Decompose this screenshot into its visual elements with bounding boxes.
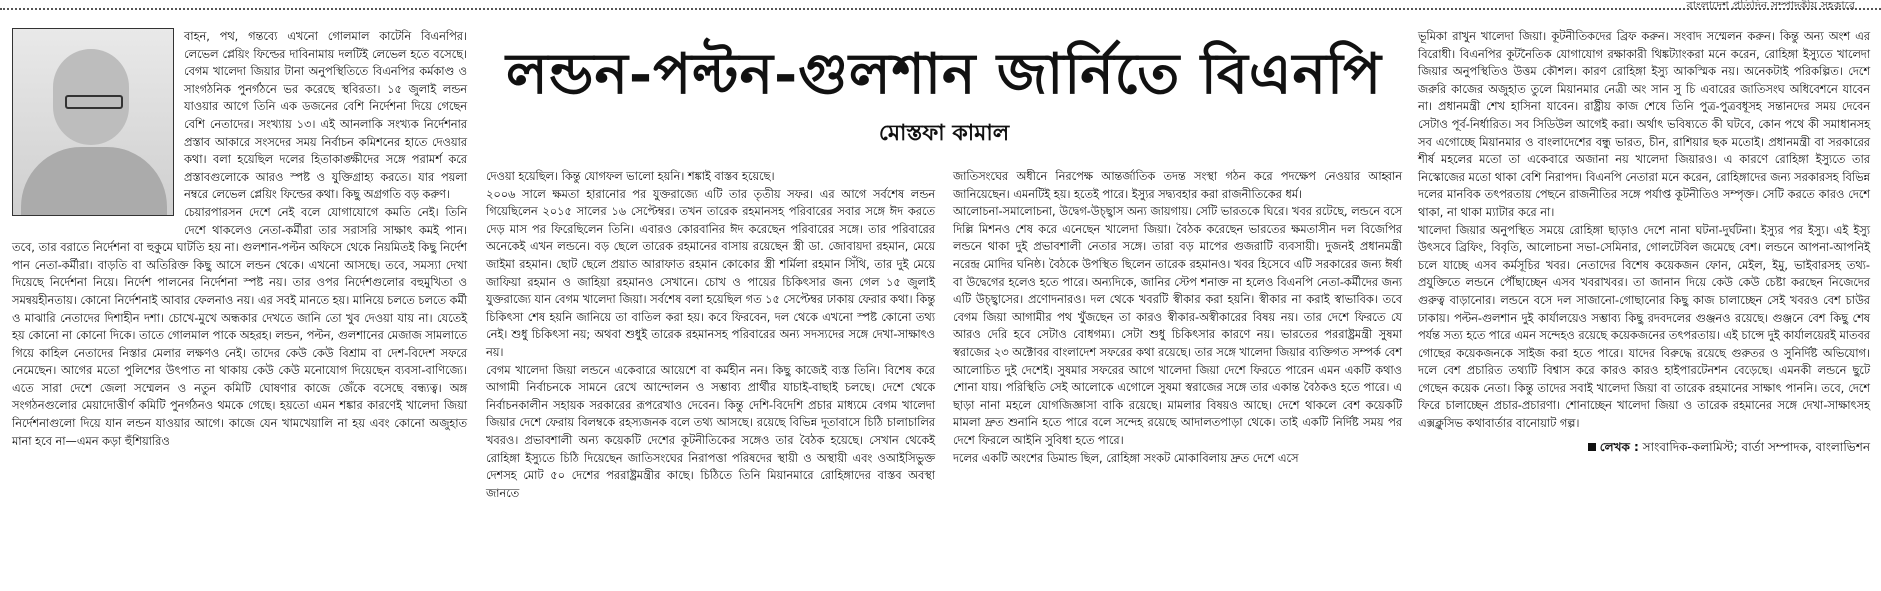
paragraph: খালেদা জিয়ার অনুপস্থিত সময়ে রোহিঙ্গা ছাড়াও দেশে নানা ঘটনা-দুর্ঘটনা। ইস্যুর পর ইস্যু। এই ইস্যু উৎসবে ব্রিফিং, বিবৃতি, আলোচনা সভা-সেমিনার, গোলটেবিল জমেছে বেশ। লন্ডনে আপনা-আপনিই চলে যাচ্ছে এসব কর্মসূচির খবর। নেতাদের বিশেষ কয়েকজন ফোন, মেইল, ইমু, ভাইবারসহ তথ্য-প্রযুক্তিতে লন্ডনে পৌঁছাচ্ছেন এসব খবরাখবর। তা জানান দিয়ে কেউ কেউ চেষ্টা করছেন নিজেদের গুরুত্ব বাড়ানোর। লন্ডনে বসে দল সাজানো-গোছানোর কিছু কাজ চালাচ্ছেন সেই খবরও বেশ চাউর ঢাকায়। পল্টন-গুলশান দুই কার্যালয়েও সম্ভাব্য কিছু রদবদলের গুঞ্জনও রয়েছে। গুঞ্জনে বেশ কিছু শেষ পর্যন্ত সত্য হতে পারে এমন সন্দেহও রয়েছে কয়েকজনের তৎপরতায়। এই চান্সে দুই কার্যালয়েরই মাতবর গোছের কয়েকজনকে সাইজ করা হতে পারে। যাদের বিরুদ্ধে রয়েছে গুরুতর ও সুনির্দিষ্ট অভিযোগ। দলে বেশ প্রচারিত তথ্যটি বিশ্বাস করে কারও কারও হাইপারটেনশন বেড়েছে। এমনকী লন্ডনে ছুটে গেছেন কয়েক নেতা। কিন্তু তাদের সবাই খালেদা জিয়া বা তারেক রহমানের সাক্ষাৎ পাননি। তবে, দেশে ফিরে চালাচ্ছেন প্রচার-প্রচারণা। শোনাচ্ছেন খালেদা জিয়া ও তারেক রহমানের সঙ্গে দেখা-সাক্ষাৎসহ এক্সক্লুসিভ কথাবার্তার বানোয়াট গল্প। [1418,223,1870,431]
author-photo [12,28,174,216]
paragraph: দলের একটি অংশের ডিমান্ড ছিল, রোহিঙ্গা সংকট মোকাবিলায় দ্রুত দেশে এসে [953,451,1299,465]
author-label: লেখক : [1599,439,1639,454]
author-description: সাংবাদিক-কলামিস্ট; বার্তা সম্পাদক, বাংলাভিশন [1642,439,1870,454]
author-note [1418,439,1870,457]
column-right [1418,28,1870,456]
paragraph: বাহন, পথ, গন্তব্যে এখনো গোলমাল কাটেনি বিএনপির। লেভেল প্লেয়িং ফিল্ডের দাবিনামায় দলটিই লেভেল হতে বসেছে। বেগম খালেদা জিয়ার টানা অনুপস্থিতিতে বিএনপির কর্মকাণ্ড ও সাংগঠনিক পুনর্গঠনে ভর করেছে স্থবিরতা। ১৫ জুলাই লন্ডন যাওয়ার আগে তিনি এক ডজনের বেশি নির্দেশনা দিয়ে গেছেন বেশি নেতাদের। সংখ্যায় ১৩। এই আনলাকি সংখ্যক নির্দেশনার প্রস্তাব আকারে সংসদের সময় নির্বাচন কমিশনের হাতে দেওয়ার কথা। বলা হয়েছিল দলের হিতাকাঙ্ক্ষীদের সঙ্গে পরামর্শ করে প্রস্তাবগুলোকে আরও স্পষ্ট ও যুক্তিগ্রাহ্য করতে। যার পয়লা নম্বরে লেভেল প্লেয়িং ফিল্ডের কথা। কিছু অগ্রগতি বড় করুণ। [184,30,467,202]
headline: লন্ডন-পল্টন-গুলশান জার্নিতে বিএনপি [506,41,1382,107]
paragraph: জাতিসংঘের অধীনে নিরপেক্ষ আন্তর্জাতিক তদন্ত সংস্থা গঠন করে পদক্ষেপ নেওয়ার আহ্বান জানিয়েছেন। এমনটিই হয়। হতেই পারে। ইস্যুর সদ্ব্যবহার করা রাজনীতিকের ধর্ম। [953,170,1402,201]
column-left [12,28,467,450]
subcolumn-a [486,168,935,502]
paragraph: বেগম খালেদা জিয়া লন্ডনে একেবারে আয়েশে বা কর্মহীন নন। কিছু কাজেই ব্যস্ত তিনি। বিশেষ করে আগামী নির্বাচনকে সামনে রেখে আন্দোলন ও সম্ভাব্য প্রার্থীর যাচাই-বাছাই চলছে। দেশে থেকে নির্বাচনকালীন সহায়ক সরকারের রূপরেখাও দেবেন। কিন্তু দেশি-বিদেশি প্রচার মাধ্যমে বেগম খালেদা জিয়ার দেশে ফেরায় বিলম্বকে রহস্যজনক বলে তথ্য আসছে। রয়েছে বিভিন্ন দূতাবাসে চিঠি চালাচালির খবরও। প্রভাবশালী অন্য কয়েকটি দেশের কূটনীতিকের সঙ্গেও তার বৈঠক হয়েছে। সেখান থেকেই রোহিঙ্গা ইস্যুতে চিঠি দিয়েছেন জাতিসংঘের নিরাপত্তা পরিষদের স্থায়ী ও অস্থায়ী এবং ওআইসিভুক্ত দেশসহ মোট ৫০ দেশের পররাষ্ট্রমন্ত্রীর কাছে। চিঠিতে তিনি মিয়ানমারে রোহিঙ্গাদের বাস্তব অবস্থা জানতে [486,363,935,500]
paragraph: আলোচনা-সমালোচনা, উদ্বেগ-উচ্ছ্বাস অন্য জায়গায়। সেটি ভারতকে ঘিরে। খবর রটেছে, লন্ডনে বসে দিল্লি মিশনও শেষ করে এনেছেন খালেদা জিয়া। বৈঠক করেছেন ভারতের ক্ষমতাসীন দল বিজেপির লন্ডনে থাকা দুই প্রভাবশালী নেতার সঙ্গে। তারা বড় মাপের গুজরাটি ব্যবসায়ী। দুজনই প্রধানমন্ত্রী নরেন্দ্র মোদির ঘনিষ্ঠ। বৈঠকে উপস্থিত ছিলেন তারেক রহমানও। খবর হিসেবে এটি সরকারের জন্য ঈর্ষা বা উদ্বেগের হলেও হতে পারে। অন্যদিকে, জানির স্টেপ শনাক্ত না হলেও বিএনপি নেতা-কর্মীদের জন্য এটি উচ্ছ্বাসের। প্রণোদনারও। দল থেকে খবরটি স্বীকার করা হয়নি। স্বীকার না করাই স্বাভাবিক। তবে বেগম জিয়া আগামীর পথ খুঁজছেন তা কারও স্বীকার-অস্বীকারের বিষয় নয়। তার দেশে ফিরতে যে আরও দেরি হবে সেটাও বোধগম্য। সেটা শুধু চিকিৎসার কারণে নয়। ভারতের পররাষ্ট্রমন্ত্রী সুষমা স্বরাজের ২৩ অক্টোবর বাংলাদেশ সফরের কথা রয়েছে। তার সঙ্গে খালেদা জিয়ার ব্যক্তিগত সম্পর্ক বেশ আলোচিত দুই দেশেই। সুষমার সফরের আগে খালেদা জিয়া দেশে ফিরতে পারেন এমন একটি কথাও শোনা যায়। পরিস্থিতি সেই আলোকে এগোলে সুষমা স্বরাজের সঙ্গে তার একান্ত বৈঠকও হতে পারে। এ ছাড়া নানা মহলে যোগজিজ্ঞাসা বাকি রয়েছে। মামলার বিষয়ও আছে। দেশে থাকলে বেশ কয়েকটি মামলা দ্রুত শুনানি হতে পারে বলে সন্দেহ রয়েছে আদালতপাড়া থেকে। তাই একটি নির্দিষ্ট সময় পর দেশে ফিরলে আইনি সুবিধা হতে পারে। [953,205,1402,447]
subcolumn-b [953,168,1402,502]
paragraph: ভূমিকা রাখুন খালেদা জিয়া। কূটনীতিকদের ব্রিফ করুন। সংবাদ সম্মেলন করুন। কিন্তু অন্য অংশ এর বিরোধী। বিএনপির কূটনৈতিক যোগাযোগ রক্ষাকারী থিঙ্কট্যাংকরা মনে করেন, রোহিঙ্গা ইস্যুতে খালেদা জিয়ার অনুপস্থিতিও উত্তম কৌশল। কারণ রোহিঙ্গা ইস্যু আকস্মিক নয়। অনেকটাই পরিকল্পিত। দেশে জরুরি কাজের অজুহাত তুলে মিয়ানমার নেত্রী অং সান সু চি এবারের জাতিসংঘ অধিবেশনে যাবেন না। প্রধানমন্ত্রী শেখ হাসিনা যাবেন। রাষ্ট্রীয় কাজ শেষে তিনি পুত্র-পুত্রবধূসহ সন্তানদের সময় দেবেন সেটাও পূর্ব-নির্ধারিত। সব সিডিউল আগেই করা। অর্থাৎ ভবিষ্যতে কী ঘটবে, কোন পথে কী সমাধানসহ সব এগোচ্ছে মিয়ানমার ও বাংলাদেশের বন্ধু ভারত, চীন, রাশিয়ার ছক মতোই। প্রধানমন্ত্রী বা সরকারের শীর্ষ মহলের মতো তা একেবারে অজানা নয় খালেদা জিয়ারও। এ কারণে রোহিঙ্গা ইস্যুতে তার নিস্কোজের মতো থাকা বেশি নিরাপদ। বিএনপি নেতারা মনে করেন, রোহিঙ্গাদের জন্য সরকারসহ বিভিন্ন দলের মানবিক তৎপরতায় পেছনে রাজনীতির সঙ্গে পর্যাপ্ত কূটনীতিও সম্পৃক্ত। সেটি করতে কারও দেশে থাকা, না থাকা ম্যাটার করে না। [1418,30,1870,219]
paragraph: ২০০৬ সালে ক্ষমতা হারানোর পর যুক্তরাজ্যে এটি তার তৃতীয় সফর। এর আগে সর্বশেষ লন্ডন গিয়েছিলেন ২০১৫ সালের ১৬ সেপ্টেম্বর। তখন তারেক রহমানসহ পরিবারের সবার সঙ্গে ঈদ করতে দেড় মাস পর ফিরেছিলেন তিনি। এবারও কোরবানির ঈদ করেছেন পরিবারের সঙ্গে। তার পরিবারের অনেকেই এখন লন্ডনে। বড় ছেলে তারেক রহমানের বাসায় রয়েছেন স্ত্রী ডা. জোবায়দা রহমান, মেয়ে জাইমা রহমান। ছোট ছেলে প্রয়াত আরাফাত রহমান কোকোর স্ত্রী শর্মিলা রহমান সিঁথি, তার দুই মেয়ে জাফিয়া রহমান ও জাহিয়া রহমানও সেখানে। চোখ ও পায়ের চিকিৎসার জন্য গেল ১৫ জুলাই যুক্তরাজ্যে যান বেগম খালেদা জিয়া। সর্বশেষ বলা হয়েছিল গত ১৫ সেপ্টেম্বর ঢাকায় ফেরার কথা। কিন্তু চিকিৎসা শেষ হয়নি জানিয়ে তা বাতিল করা হয়। কবে ফিরবেন, দল থেকে এখনো স্পষ্ট কোনো তথ্য নেই। শুধু চিকিৎসা নয়; অথবা শুধুই তারেক রহমানসহ পরিবারের অন্য সদস্যদের সঙ্গে দেখা-সাক্ষাৎও নয়। [486,187,936,359]
top-divider [0,8,1881,10]
column-middle [486,28,1402,502]
byline: মোস্তফা কামাল [878,121,1010,146]
paragraph: চেয়ারপারসন দেশে নেই বলে যোগাযোগে কমতি নেই। তিনি দেশে থাকলেও নেতা-কর্মীরা তার সরাসরি সাক্ষাৎ কমই পান। তবে, তার বরাতে নির্দেশনা বা হুকুমে ঘাটতি হয় না। গুলশান-পল্টন অফিসে থেকে নিয়মিতই কিছু নির্দেশ পান নেতা-কর্মীরা। বাড়তি বা অতিরিক্ত কিছু আসে লন্ডন থেকে। এখনো আসছে। তবে, সমস্যা দেখা দিয়েছে নির্দেশনা নিয়ে। নির্দেশ পালনের নির্দেশনা স্পষ্ট নয়। তার ওপর নির্দেশগুলোর বহুমুখিতা ও সমন্বয়হীনতায়। কোনো নির্দেশনাই আবার ফেলনাও নয়। এর সবই মানতে হয়। মানিয়ে চলতে চলতে কর্মী ও মাঝারি নেতাদের দিশাহীন দশা। চোখে-মুখে অন্ধকার দেখতে জানি তো খুব দেওয়া যায় না। যেতেই হয় কোনো না কোনো দিকে। তাতে গোলমাল পাকে অহরহ। লন্ডন, পল্টন, গুলশানের মেজাজ সামলাতে গিয়ে কাহিল নেতাদের নিস্তার মেলার লক্ষণও নেই। তাদের কেউ কেউ বিশ্রাম বা দেশ-বিদেশ সফরে নেমেছেন। আগের মতো পুলিশের উৎপাত না থাকায় কেউ কেউ মনোযোগ দিয়েছেন ব্যবসা-বাণিজ্যে। এতে সারা দেশে জেলা সম্মেলন ও নতুন কমিটি ঘোষণার কাজে জেঁকে বসেছে বন্ধ্যত্ব। অঙ্গ সংগঠনগুলোর মেয়াদোত্তীর্ণ কমিটি পুনর্গঠনও থমকে গেছে। হয়তো এমন শঙ্কার কারণেই খালেদা জিয়া নির্দেশনাগুলো দিয়ে যান লন্ডন যাওয়ার আগে। কাজে যেন খামখেয়ালি না হয় এবং কোনো অজুহাত মানা হবে না—এমন কড়া হুঁশিয়ারিও [12,205,467,448]
top-right-fragment: বাংলাদেশ প্রতিদিন সম্পাদকীয় সহকারে [1686,0,1855,12]
paragraph: দেওয়া হয়েছিল। কিন্তু যোগফল ভালো হয়নি। শঙ্কাই বাস্তব হয়েছে। [486,170,775,183]
square-bullet-icon [1588,443,1596,451]
